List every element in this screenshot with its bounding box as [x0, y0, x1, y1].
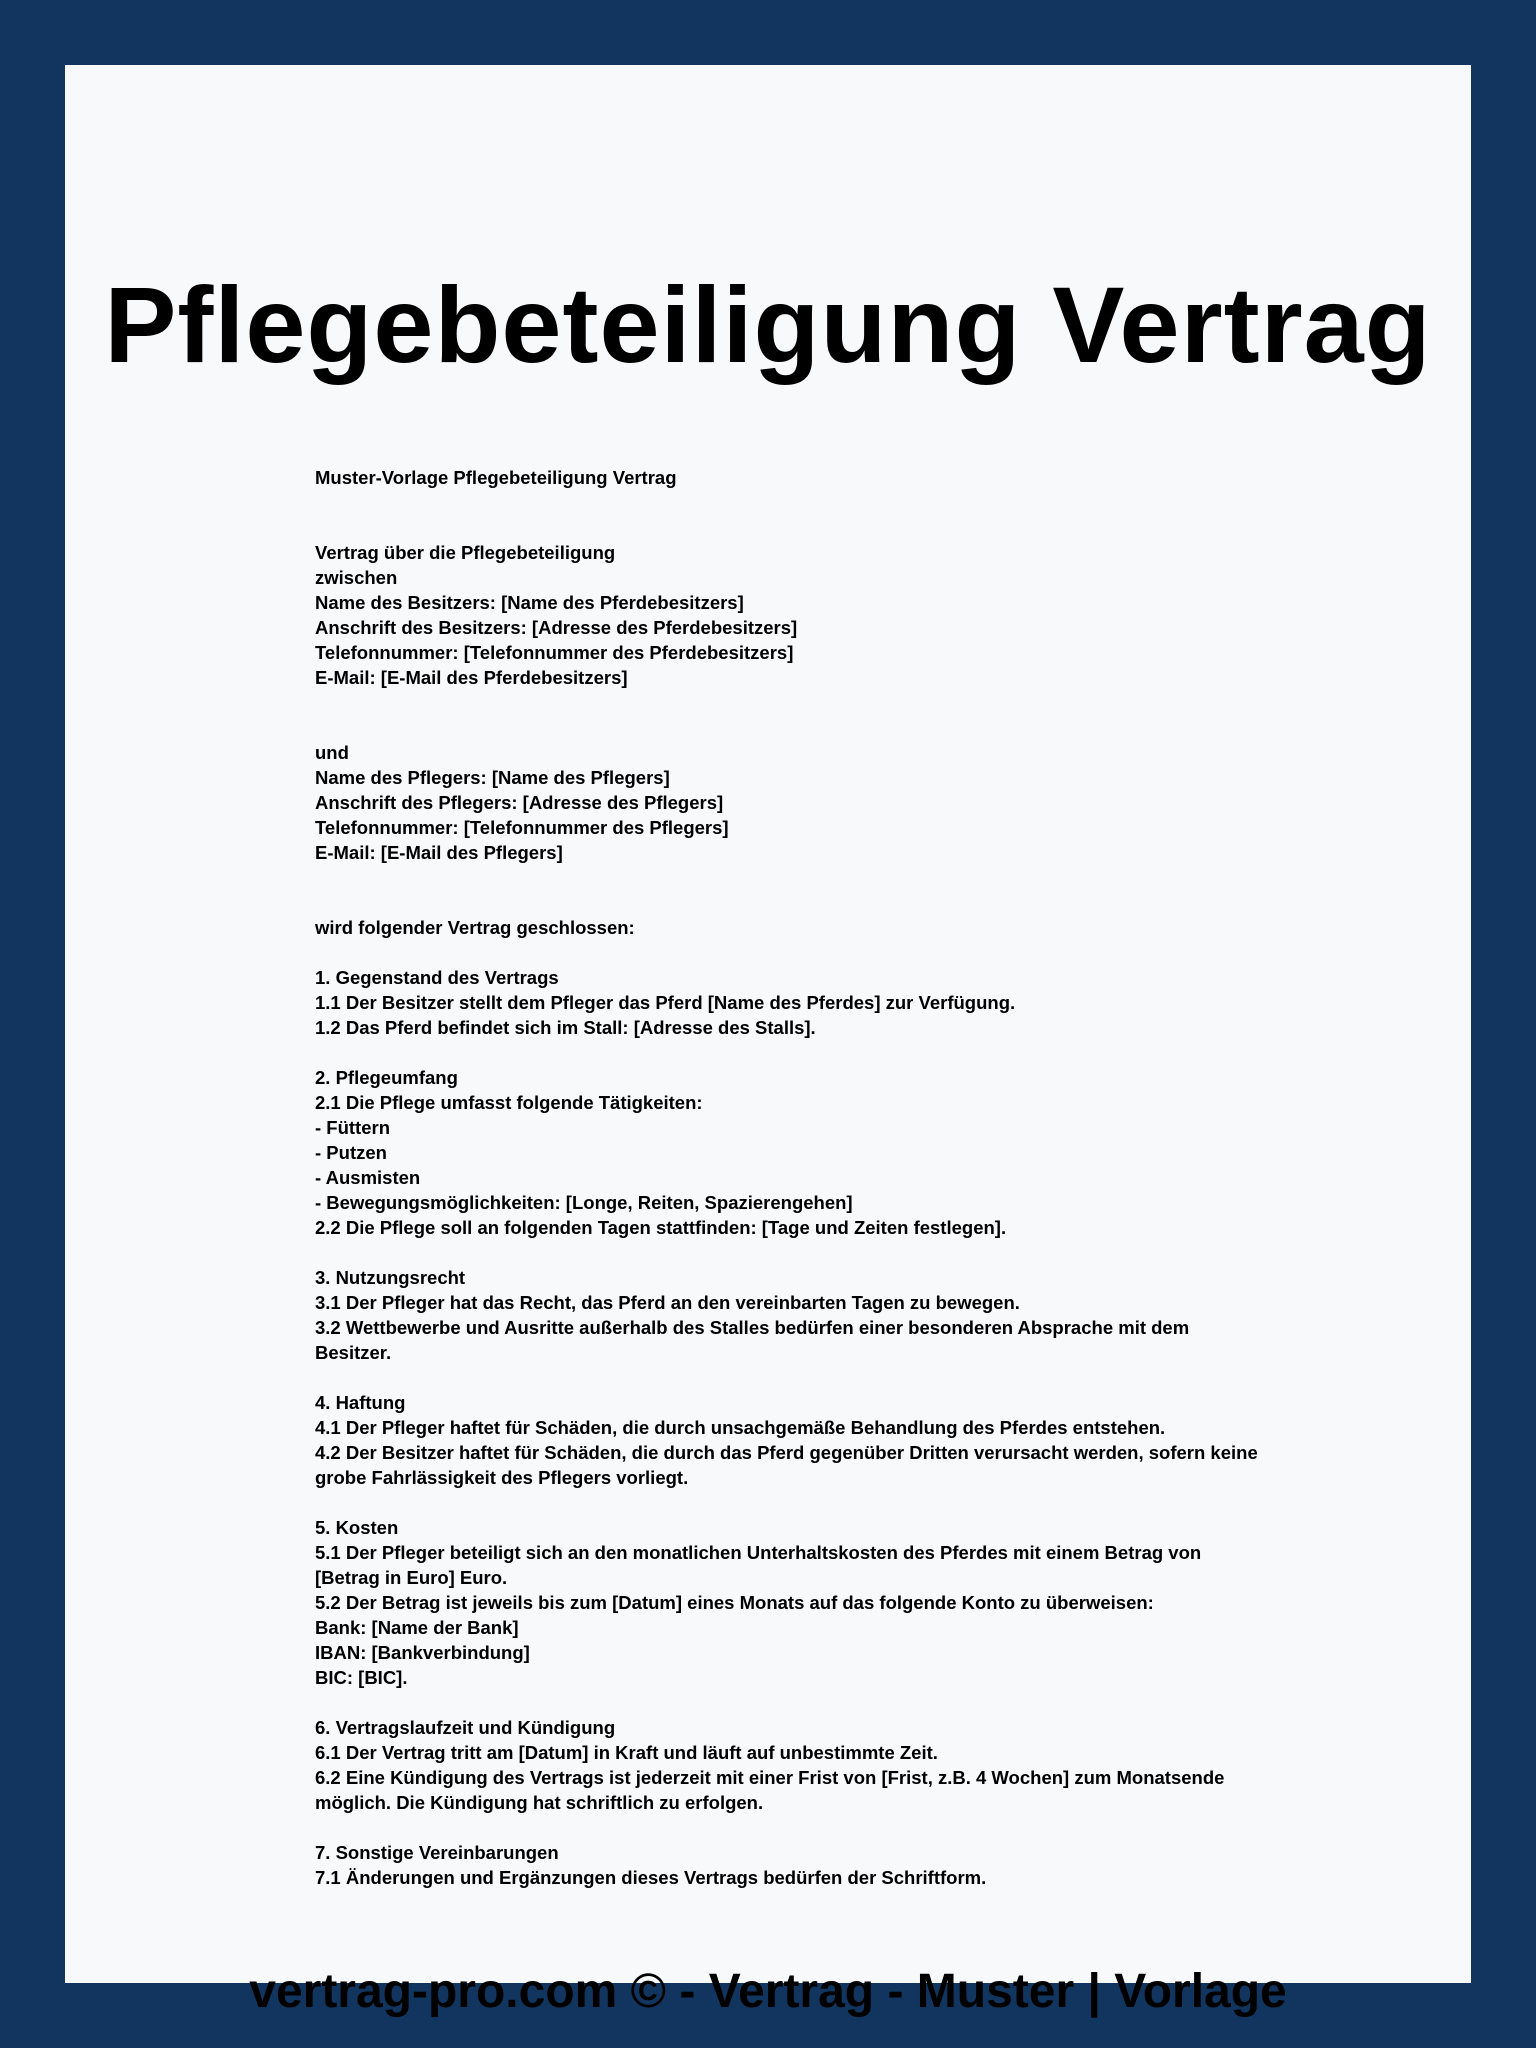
caretaker-party-block	[315, 740, 1395, 865]
contract-section	[315, 1065, 1395, 1240]
spacer	[315, 1365, 1395, 1390]
contract-sections	[315, 965, 1395, 1890]
section-line: BIC: [BIC].	[315, 1667, 408, 1688]
section-heading: 5. Kosten	[315, 1517, 399, 1538]
owner-party-block	[315, 540, 1395, 690]
section-line: 6.2 Eine Kündigung des Vertrags ist jederzeit mit einer Frist von [Frist, z.B. 4 Wochen] zum Monatsende	[315, 1767, 1225, 1788]
section-line: Bank: [Name der Bank]	[315, 1617, 519, 1638]
section-line: - Ausmisten	[315, 1167, 421, 1188]
contract-section	[315, 1515, 1395, 1690]
document-title: Pflegebeteiligung Vertrag	[104, 264, 1432, 385]
section-line: 5.1 Der Pfleger beteiligt sich an den monatlichen Unterhaltskosten des Pferdes mit einem Betrag von	[315, 1542, 1202, 1563]
section-line: 4.2 Der Besitzer haftet für Schäden, die durch das Pferd gegenüber Dritten verursacht werden, sofern keine	[315, 1442, 1258, 1463]
owner-address: Anschrift des Besitzers: [Adresse des Pferdebesitzers]	[315, 617, 798, 638]
contract-section	[315, 1390, 1395, 1490]
section-line: 3.1 Der Pfleger hat das Recht, das Pferd an den vereinbarten Tagen zu bewegen.	[315, 1292, 1020, 1313]
owner-email: E-Mail: [E-Mail des Pferdebesitzers]	[315, 667, 628, 688]
section-line: möglich. Die Kündigung hat schriftlich zu erfolgen.	[315, 1792, 764, 1813]
section-line: 2.2 Die Pflege soll an folgenden Tagen stattfinden: [Tage und Zeiten festlegen].	[315, 1217, 1007, 1238]
owner-phone: Telefonnummer: [Telefonnummer des Pferdebesitzers]	[315, 642, 794, 663]
spacer	[315, 940, 1395, 965]
contract-heading: Vertrag über die Pflegebeteiligung	[315, 542, 616, 563]
section-line: 4.1 Der Pfleger haftet für Schäden, die durch unsachgemäße Behandlung des Pferdes entstehen.	[315, 1417, 1166, 1438]
document-page	[65, 65, 1471, 2018]
section-line: 3.2 Wettbewerbe und Ausritte außerhalb des Stalles bedürfen einer besonderen Absprache mit dem	[315, 1317, 1190, 1338]
section-line: 1.1 Der Besitzer stellt dem Pfleger das Pferd [Name des Pferdes] zur Verfügung.	[315, 992, 1016, 1013]
spacer	[315, 690, 1395, 740]
section-line: IBAN: [Bankverbindung]	[315, 1642, 530, 1663]
section-line: Besitzer.	[315, 1342, 392, 1363]
owner-name: Name des Besitzers: [Name des Pferdebesitzers]	[315, 592, 744, 613]
section-heading: 3. Nutzungsrecht	[315, 1267, 466, 1288]
spacer	[315, 490, 1395, 540]
section-line: - Putzen	[315, 1142, 387, 1163]
spacer	[315, 1040, 1395, 1065]
spacer	[315, 1690, 1395, 1715]
spacer	[315, 865, 1395, 915]
section-heading: 7. Sonstige Vereinbarungen	[315, 1842, 559, 1863]
section-heading: 2. Pflegeumfang	[315, 1067, 458, 1088]
spacer	[315, 1490, 1395, 1515]
contract-body	[315, 465, 1395, 1890]
caretaker-address: Anschrift des Pflegers: [Adresse des Pflegers]	[315, 792, 724, 813]
section-line: - Füttern	[315, 1117, 391, 1138]
section-line: - Bewegungsmöglichkeiten: [Longe, Reiten, Spazierengehen]	[315, 1192, 853, 1213]
section-line: grobe Fahrlässigkeit des Pflegers vorliegt.	[315, 1467, 689, 1488]
section-heading: 6. Vertragslaufzeit und Kündigung	[315, 1717, 616, 1738]
section-line: 2.1 Die Pflege umfasst folgende Tätigkeiten:	[315, 1092, 703, 1113]
section-line: 5.2 Der Betrag ist jeweils bis zum [Datum] eines Monats auf das folgende Konto zu überweisen:	[315, 1592, 1154, 1613]
contract-section	[315, 1715, 1395, 1815]
section-line: 6.1 Der Vertrag tritt am [Datum] in Kraft und läuft auf unbestimmte Zeit.	[315, 1742, 938, 1763]
caretaker-email: E-Mail: [E-Mail des Pflegers]	[315, 842, 563, 863]
template-subtitle: Muster-Vorlage Pflegebeteiligung Vertrag	[315, 467, 677, 488]
section-line: 1.2 Das Pferd befindet sich im Stall: [Adresse des Stalls].	[315, 1017, 816, 1038]
between-label: zwischen	[315, 567, 398, 588]
section-heading: 1. Gegenstand des Vertrags	[315, 967, 559, 988]
closing-intro: wird folgender Vertrag geschlossen:	[315, 917, 635, 938]
caretaker-name: Name des Pflegers: [Name des Pflegers]	[315, 767, 670, 788]
contract-section	[315, 965, 1395, 1040]
section-heading: 4. Haftung	[315, 1392, 406, 1413]
spacer	[315, 1240, 1395, 1265]
spacer	[315, 1815, 1395, 1840]
footer-watermark: vertrag-pro.com © - Vertrag - Muster | Vorlage	[249, 1965, 1287, 2018]
section-line: [Betrag in Euro] Euro.	[315, 1567, 508, 1588]
section-line: 7.1 Änderungen und Ergänzungen dieses Vertrags bedürfen der Schriftform.	[315, 1867, 987, 1888]
caretaker-phone: Telefonnummer: [Telefonnummer des Pflegers]	[315, 817, 729, 838]
and-label: und	[315, 742, 349, 763]
contract-section	[315, 1840, 1395, 1890]
contract-section	[315, 1265, 1395, 1365]
